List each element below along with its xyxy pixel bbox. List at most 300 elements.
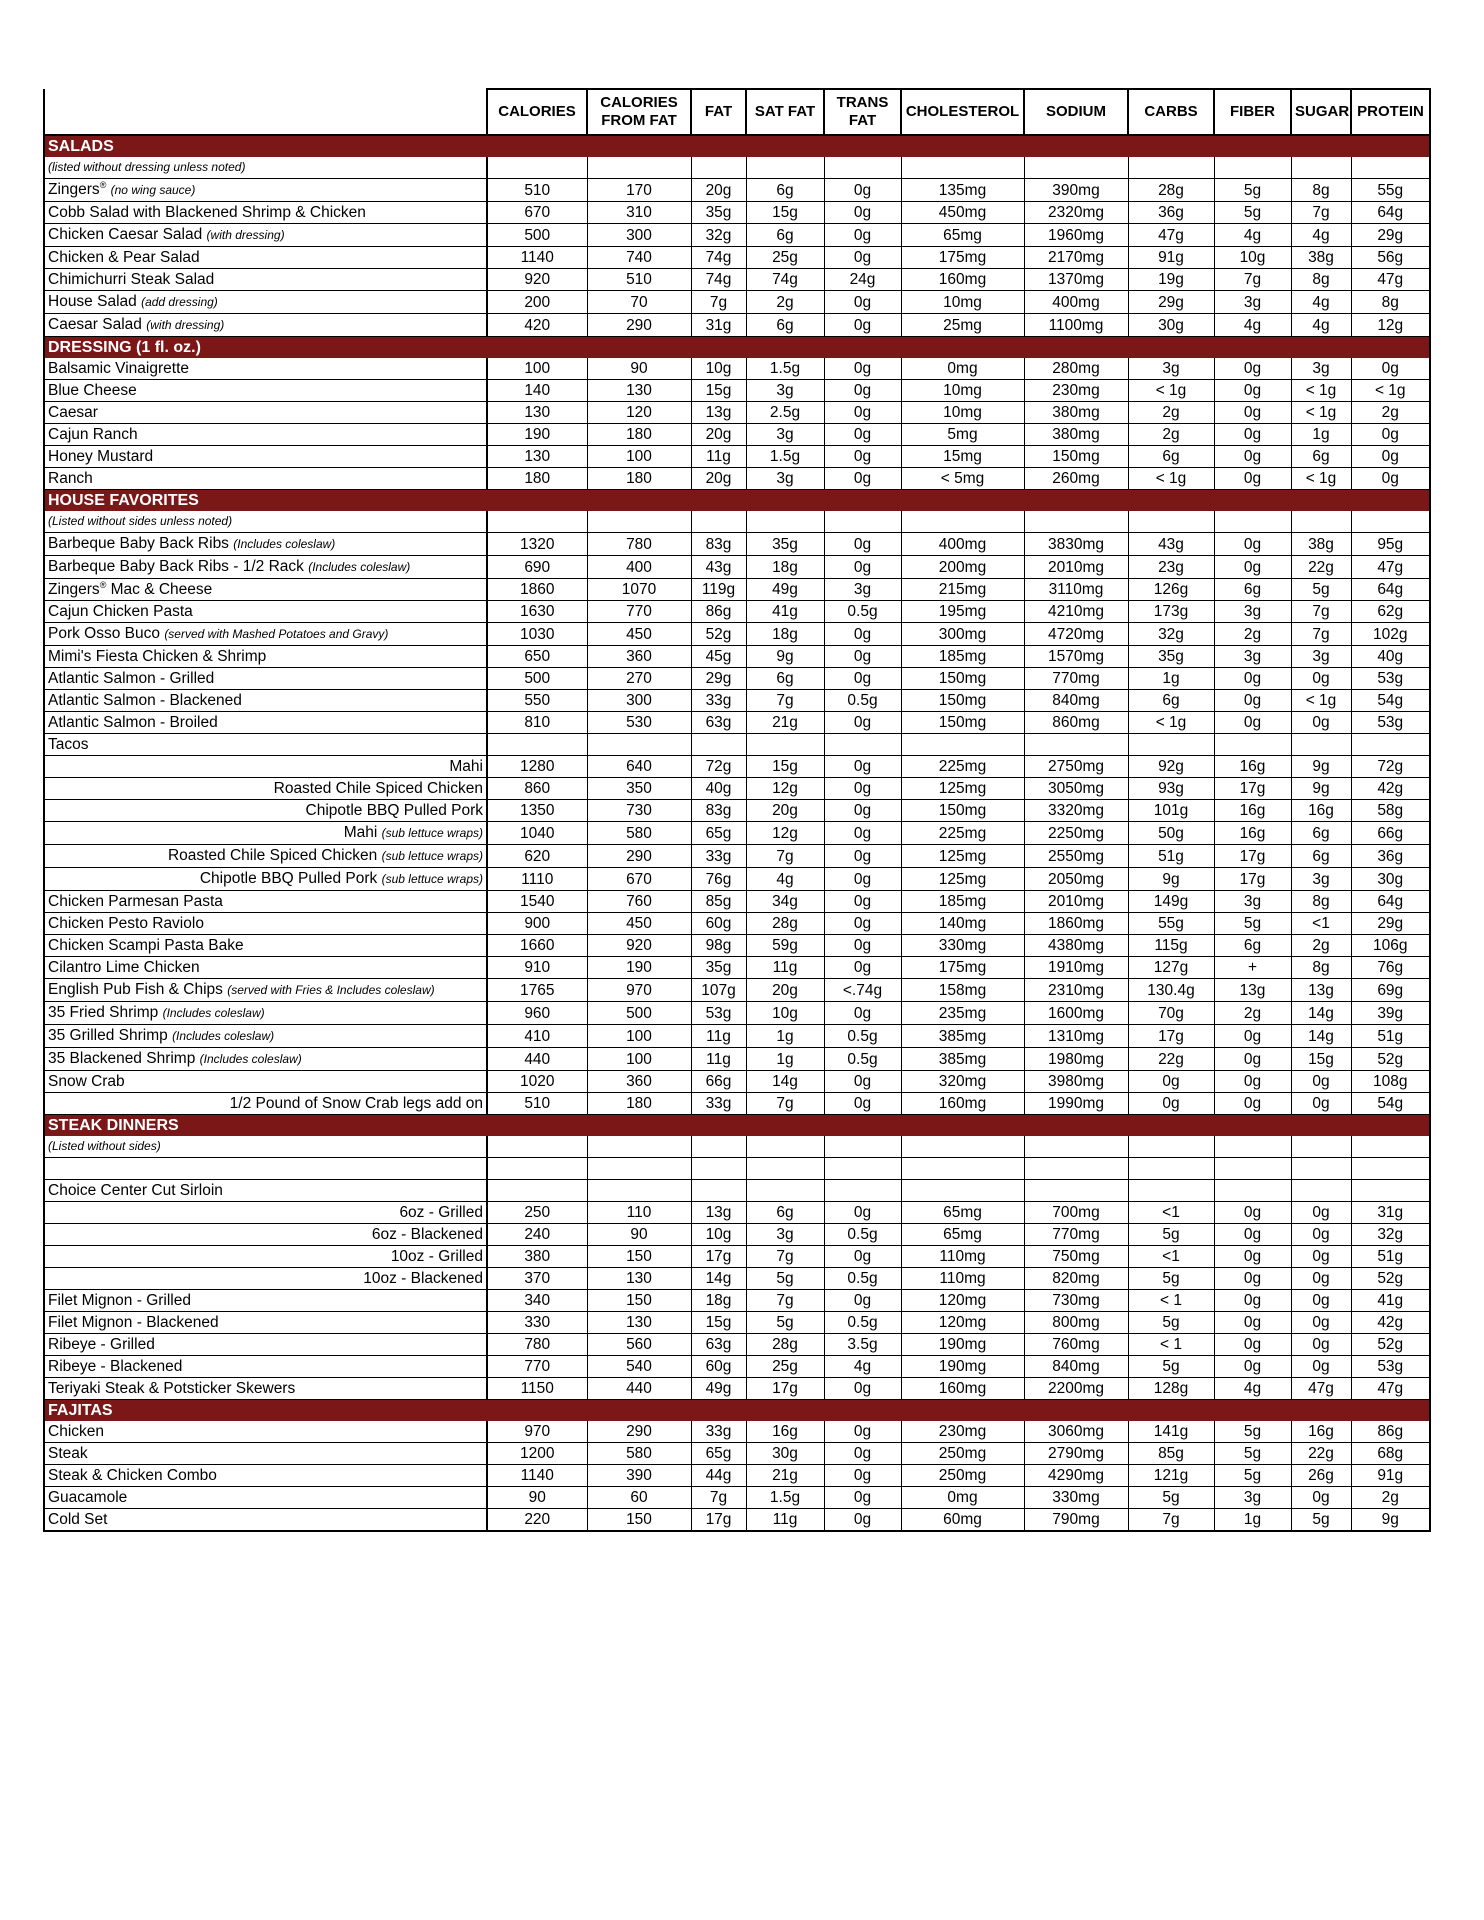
value-cell: [1024, 1158, 1128, 1180]
item-name: Cajun Chicken Pasta: [48, 603, 193, 620]
value-cell: 49g: [746, 579, 824, 601]
item-name-cell: [44, 179, 487, 202]
value-cell: 92g: [1128, 756, 1214, 778]
value-cell: 0.5g: [824, 1224, 901, 1246]
value-cell: 36g: [1351, 845, 1430, 868]
header-calories-from-fat: CALORIES FROM FAT: [587, 89, 691, 135]
value-cell: [691, 1158, 746, 1180]
value-cell: 3g: [1214, 291, 1291, 314]
value-cell: 31g: [691, 314, 746, 337]
table-row: [44, 1268, 1430, 1290]
value-cell: 17g: [1214, 778, 1291, 800]
item-name-cell: [44, 157, 487, 179]
value-cell: 2250mg: [1024, 822, 1128, 845]
value-cell: [587, 734, 691, 756]
table-row: [44, 845, 1430, 868]
value-cell: 760: [587, 891, 691, 913]
value-cell: 0g: [824, 778, 901, 800]
value-cell: 35g: [691, 202, 746, 224]
item-name: Cold Set: [48, 1511, 108, 1528]
value-cell: 140mg: [901, 913, 1024, 935]
item-note: (sub lettuce wraps): [381, 849, 483, 863]
value-cell: [1024, 1136, 1128, 1158]
value-cell: [901, 1180, 1024, 1202]
value-cell: 5g: [1214, 1443, 1291, 1465]
header-cholesterol: CHOLESTEROL: [901, 89, 1024, 135]
value-cell: 770: [487, 1356, 587, 1378]
value-cell: 60g: [691, 1356, 746, 1378]
table-row: [44, 202, 1430, 224]
value-cell: 150: [587, 1290, 691, 1312]
value-cell: 16g: [746, 1421, 824, 1443]
value-cell: 4g: [1214, 224, 1291, 247]
value-cell: 32g: [1351, 1224, 1430, 1246]
value-cell: 40g: [1351, 646, 1430, 668]
item-name: Chicken Pesto Raviolo: [48, 915, 204, 932]
value-cell: 85g: [691, 891, 746, 913]
value-cell: 11g: [691, 1025, 746, 1048]
value-cell: [901, 734, 1024, 756]
value-cell: 185mg: [901, 891, 1024, 913]
item-note: (Includes coleslaw): [308, 560, 411, 574]
note-text: (Listed without sides): [48, 1139, 161, 1153]
value-cell: 3.5g: [824, 1334, 901, 1356]
value-cell: 108g: [1351, 1071, 1430, 1093]
item-name: 6oz - Grilled: [399, 1204, 483, 1221]
value-cell: 29g: [1351, 913, 1430, 935]
value-cell: 160mg: [901, 1093, 1024, 1115]
value-cell: 230mg: [1024, 380, 1128, 402]
value-cell: 69g: [1351, 979, 1430, 1002]
value-cell: 0g: [1214, 1048, 1291, 1071]
value-cell: 72g: [691, 756, 746, 778]
table-row: [44, 1180, 1430, 1202]
value-cell: [824, 1180, 901, 1202]
value-cell: 3060mg: [1024, 1421, 1128, 1443]
value-cell: 91g: [1351, 1465, 1430, 1487]
value-cell: 110: [587, 1202, 691, 1224]
value-cell: 0g: [824, 822, 901, 845]
value-cell: 135mg: [901, 179, 1024, 202]
value-cell: 10mg: [901, 380, 1024, 402]
value-cell: 90: [587, 358, 691, 380]
value-cell: 0g: [1214, 1246, 1291, 1268]
value-cell: 6g: [1128, 446, 1214, 468]
value-cell: [1351, 734, 1430, 756]
item-name-suffix: Mac & Cheese: [106, 581, 213, 598]
item-name: Chicken Parmesan Pasta: [48, 893, 223, 910]
item-name-cell: [44, 402, 487, 424]
value-cell: 3050mg: [1024, 778, 1128, 800]
table-row: [44, 1071, 1430, 1093]
value-cell: [1351, 1180, 1430, 1202]
value-cell: 0g: [824, 1443, 901, 1465]
value-cell: 33g: [691, 845, 746, 868]
value-cell: 0g: [824, 1071, 901, 1093]
value-cell: 770: [587, 601, 691, 623]
item-name: 1/2 Pound of Snow Crab legs add on: [229, 1095, 483, 1112]
value-cell: 18g: [746, 556, 824, 579]
value-cell: 0g: [1291, 1071, 1351, 1093]
table-row: [44, 1334, 1430, 1356]
value-cell: 350: [587, 778, 691, 800]
item-name: Mimi's Fiesta Chicken & Shrimp: [48, 648, 267, 665]
value-cell: [1291, 511, 1351, 533]
value-cell: 86g: [691, 601, 746, 623]
value-cell: 83g: [691, 533, 746, 556]
value-cell: 620: [487, 845, 587, 868]
value-cell: 330mg: [1024, 1487, 1128, 1509]
value-cell: 2g: [1214, 1002, 1291, 1025]
value-cell: 1320: [487, 533, 587, 556]
value-cell: <1: [1128, 1246, 1214, 1268]
value-cell: [824, 1136, 901, 1158]
value-cell: 65mg: [901, 224, 1024, 247]
value-cell: <1: [1128, 1202, 1214, 1224]
value-cell: 0g: [824, 1246, 901, 1268]
value-cell: 119g: [691, 579, 746, 601]
value-cell: [901, 157, 1024, 179]
value-cell: [587, 1158, 691, 1180]
section-title: DRESSING (1 fl. oz.): [44, 337, 1430, 359]
value-cell: 0g: [1214, 1202, 1291, 1224]
value-cell: 125mg: [901, 845, 1024, 868]
value-cell: 53g: [1351, 668, 1430, 690]
value-cell: 51g: [1351, 1246, 1430, 1268]
value-cell: 2g: [1291, 935, 1351, 957]
value-cell: [587, 157, 691, 179]
value-cell: 38g: [1291, 247, 1351, 269]
value-cell: 7g: [746, 1290, 824, 1312]
value-cell: 4290mg: [1024, 1465, 1128, 1487]
note-text: (listed without dressing unless noted): [48, 160, 246, 174]
value-cell: 3g: [1214, 891, 1291, 913]
value-cell: < 1g: [1291, 468, 1351, 490]
item-name: House Salad: [48, 293, 137, 310]
value-cell: 190mg: [901, 1356, 1024, 1378]
value-cell: 910: [487, 957, 587, 979]
value-cell: 235mg: [901, 1002, 1024, 1025]
value-cell: 1860: [487, 579, 587, 601]
value-cell: 2200mg: [1024, 1378, 1128, 1400]
table-row: [44, 1465, 1430, 1487]
value-cell: 3110mg: [1024, 579, 1128, 601]
item-name-cell: [44, 601, 487, 623]
value-cell: 20g: [746, 979, 824, 1002]
value-cell: 1.5g: [746, 358, 824, 380]
value-cell: < 1g: [1291, 402, 1351, 424]
value-cell: 290: [587, 1421, 691, 1443]
value-cell: 2g: [1128, 402, 1214, 424]
value-cell: 0.5g: [824, 690, 901, 712]
value-cell: 860: [487, 778, 587, 800]
value-cell: < 1g: [1128, 712, 1214, 734]
value-cell: 22g: [1291, 556, 1351, 579]
value-cell: 54g: [1351, 1093, 1430, 1115]
item-name: Chicken Caesar Salad: [48, 226, 203, 243]
value-cell: 0g: [1291, 1356, 1351, 1378]
value-cell: 5g: [1214, 913, 1291, 935]
value-cell: 52g: [691, 623, 746, 646]
value-cell: [746, 1136, 824, 1158]
table-row: [44, 822, 1430, 845]
value-cell: 7g: [1214, 269, 1291, 291]
item-name: English Pub Fish & Chips: [48, 981, 223, 998]
value-cell: 1200: [487, 1443, 587, 1465]
value-cell: 130: [487, 446, 587, 468]
table-row: [44, 1312, 1430, 1334]
value-cell: [487, 511, 587, 533]
value-cell: 5mg: [901, 424, 1024, 446]
value-cell: 0g: [824, 868, 901, 891]
value-cell: 4720mg: [1024, 623, 1128, 646]
value-cell: 2g: [1351, 1487, 1430, 1509]
value-cell: 68g: [1351, 1443, 1430, 1465]
value-cell: 100: [587, 1025, 691, 1048]
value-cell: 0g: [824, 202, 901, 224]
value-cell: 280mg: [1024, 358, 1128, 380]
value-cell: 380: [487, 1246, 587, 1268]
value-cell: 0g: [824, 291, 901, 314]
section-header-row: [44, 1400, 1430, 1422]
value-cell: 0g: [1214, 533, 1291, 556]
item-name-cell: [44, 756, 487, 778]
value-cell: 1350: [487, 800, 587, 822]
item-name-cell: [44, 1136, 487, 1158]
value-cell: 175mg: [901, 957, 1024, 979]
item-note: (sub lettuce wraps): [381, 826, 483, 840]
table-row: [44, 935, 1430, 957]
value-cell: 11g: [691, 446, 746, 468]
value-cell: 0g: [824, 712, 901, 734]
value-cell: 0g: [1214, 1093, 1291, 1115]
value-cell: 840mg: [1024, 1356, 1128, 1378]
value-cell: < 1: [1128, 1290, 1214, 1312]
value-cell: 106g: [1351, 935, 1430, 957]
header-row: [44, 89, 1430, 135]
value-cell: 0g: [824, 314, 901, 337]
item-name: Teriyaki Steak & Potsticker Skewers: [48, 1380, 296, 1397]
item-note: (add dressing): [141, 295, 218, 309]
value-cell: 800mg: [1024, 1312, 1128, 1334]
table-row: [44, 291, 1430, 314]
value-cell: 550: [487, 690, 587, 712]
value-cell: [901, 511, 1024, 533]
value-cell: 62g: [1351, 601, 1430, 623]
value-cell: 120mg: [901, 1312, 1024, 1334]
value-cell: 960: [487, 1002, 587, 1025]
value-cell: [587, 1180, 691, 1202]
note-row: [44, 157, 1430, 179]
value-cell: 0g: [824, 224, 901, 247]
value-cell: < 1g: [1351, 380, 1430, 402]
value-cell: 8g: [1291, 891, 1351, 913]
value-cell: 150mg: [901, 668, 1024, 690]
value-cell: [824, 734, 901, 756]
value-cell: 0g: [824, 845, 901, 868]
value-cell: 190: [587, 957, 691, 979]
item-name: Chimichurri Steak Salad: [48, 271, 215, 288]
value-cell: [746, 734, 824, 756]
value-cell: 330mg: [901, 935, 1024, 957]
value-cell: [487, 157, 587, 179]
value-cell: 185mg: [901, 646, 1024, 668]
item-name: Chicken & Pear Salad: [48, 249, 200, 266]
value-cell: 400mg: [1024, 291, 1128, 314]
value-cell: 160mg: [901, 269, 1024, 291]
value-cell: 41g: [1351, 1290, 1430, 1312]
value-cell: 420: [487, 314, 587, 337]
table-row: [44, 424, 1430, 446]
item-name: Blue Cheese: [48, 382, 137, 399]
item-name-cell: [44, 224, 487, 247]
value-cell: 34g: [746, 891, 824, 913]
value-cell: 95g: [1351, 533, 1430, 556]
value-cell: 0g: [1291, 1312, 1351, 1334]
value-cell: 98g: [691, 935, 746, 957]
value-cell: 64g: [1351, 579, 1430, 601]
value-cell: [1128, 734, 1214, 756]
table-row: [44, 1509, 1430, 1532]
value-cell: 0g: [1351, 358, 1430, 380]
value-cell: 39g: [1351, 1002, 1430, 1025]
value-cell: 0g: [1291, 1224, 1351, 1246]
value-cell: 0g: [1291, 1290, 1351, 1312]
item-name: Guacamole: [48, 1489, 128, 1506]
value-cell: 3830mg: [1024, 533, 1128, 556]
value-cell: < 1g: [1128, 380, 1214, 402]
table-row: [44, 556, 1430, 579]
value-cell: 0g: [824, 1093, 901, 1115]
table-row: [44, 1002, 1430, 1025]
value-cell: 130: [587, 1268, 691, 1290]
item-name-cell: [44, 424, 487, 446]
value-cell: 30g: [1128, 314, 1214, 337]
item-name-cell: [44, 468, 487, 490]
value-cell: 970: [487, 1421, 587, 1443]
item-name: 35 Grilled Shrimp: [48, 1027, 168, 1044]
item-name: Balsamic Vinaigrette: [48, 360, 190, 377]
value-cell: 230mg: [901, 1421, 1024, 1443]
value-cell: 0g: [824, 957, 901, 979]
value-cell: 28g: [1128, 179, 1214, 202]
value-cell: 270: [587, 668, 691, 690]
item-name: Mahi: [449, 758, 483, 775]
value-cell: 52g: [1351, 1048, 1430, 1071]
value-cell: 44g: [691, 1465, 746, 1487]
value-cell: 3g: [746, 380, 824, 402]
item-name: Chicken: [48, 1423, 104, 1440]
value-cell: 4g: [1291, 291, 1351, 314]
value-cell: 0g: [824, 247, 901, 269]
value-cell: 0g: [824, 1378, 901, 1400]
value-cell: 14g: [1291, 1002, 1351, 1025]
value-cell: 770mg: [1024, 668, 1128, 690]
value-cell: 11g: [746, 957, 824, 979]
item-name: Atlantic Salmon - Broiled: [48, 714, 218, 731]
value-cell: 1140: [487, 1465, 587, 1487]
item-name-cell: [44, 1071, 487, 1093]
item-name-cell: [44, 979, 487, 1002]
value-cell: 5g: [1128, 1487, 1214, 1509]
value-cell: 4g: [1214, 314, 1291, 337]
value-cell: 30g: [746, 1443, 824, 1465]
value-cell: 340: [487, 1290, 587, 1312]
item-name: Barbeque Baby Back Ribs - 1/2 Rack: [48, 558, 304, 575]
item-name: 10oz - Grilled: [390, 1248, 483, 1265]
item-name: Atlantic Salmon - Blackened: [48, 692, 242, 709]
value-cell: 0g: [1214, 424, 1291, 446]
value-cell: 9g: [1128, 868, 1214, 891]
value-cell: 1370mg: [1024, 269, 1128, 291]
table-row: [44, 1421, 1430, 1443]
value-cell: [1351, 157, 1430, 179]
value-cell: 51g: [1128, 845, 1214, 868]
value-cell: 3g: [1214, 646, 1291, 668]
value-cell: 1.5g: [746, 1487, 824, 1509]
table-row: [44, 868, 1430, 891]
item-name-cell: [44, 1290, 487, 1312]
value-cell: 20g: [691, 424, 746, 446]
value-cell: 74g: [746, 269, 824, 291]
value-cell: 2310mg: [1024, 979, 1128, 1002]
header-blank: [44, 89, 487, 135]
value-cell: 5g: [746, 1312, 824, 1334]
value-cell: 5g: [1214, 1465, 1291, 1487]
value-cell: 5g: [1291, 1509, 1351, 1532]
value-cell: 580: [587, 1443, 691, 1465]
value-cell: 9g: [1351, 1509, 1430, 1532]
value-cell: 215mg: [901, 579, 1024, 601]
table-row: [44, 1202, 1430, 1224]
value-cell: 11g: [746, 1509, 824, 1532]
value-cell: 19g: [1128, 269, 1214, 291]
value-cell: 31g: [1351, 1202, 1430, 1224]
value-cell: 29g: [691, 668, 746, 690]
table-row: [44, 1048, 1430, 1071]
value-cell: 0g: [824, 446, 901, 468]
item-name-cell: [44, 734, 487, 756]
value-cell: [1214, 1136, 1291, 1158]
value-cell: 0g: [1351, 424, 1430, 446]
value-cell: 6g: [746, 224, 824, 247]
value-cell: 102g: [1351, 623, 1430, 646]
table-row: [44, 913, 1430, 935]
value-cell: 220: [487, 1509, 587, 1532]
item-name-cell: [44, 690, 487, 712]
item-name: Mahi: [343, 824, 378, 841]
value-cell: 300: [587, 690, 691, 712]
value-cell: 101g: [1128, 800, 1214, 822]
value-cell: 53g: [691, 1002, 746, 1025]
value-cell: 1030: [487, 623, 587, 646]
value-cell: 1g: [1291, 424, 1351, 446]
value-cell: 20g: [746, 800, 824, 822]
value-cell: 0g: [824, 1290, 901, 1312]
value-cell: 91g: [1128, 247, 1214, 269]
table-row: [44, 800, 1430, 822]
value-cell: 0g: [824, 1487, 901, 1509]
value-cell: 240: [487, 1224, 587, 1246]
section-header-row: [44, 1115, 1430, 1137]
value-cell: 100: [587, 446, 691, 468]
value-cell: [1291, 1158, 1351, 1180]
value-cell: 0g: [1351, 446, 1430, 468]
value-cell: 3320mg: [1024, 800, 1128, 822]
value-cell: 4g: [824, 1356, 901, 1378]
value-cell: 40g: [691, 778, 746, 800]
value-cell: 100: [587, 1048, 691, 1071]
